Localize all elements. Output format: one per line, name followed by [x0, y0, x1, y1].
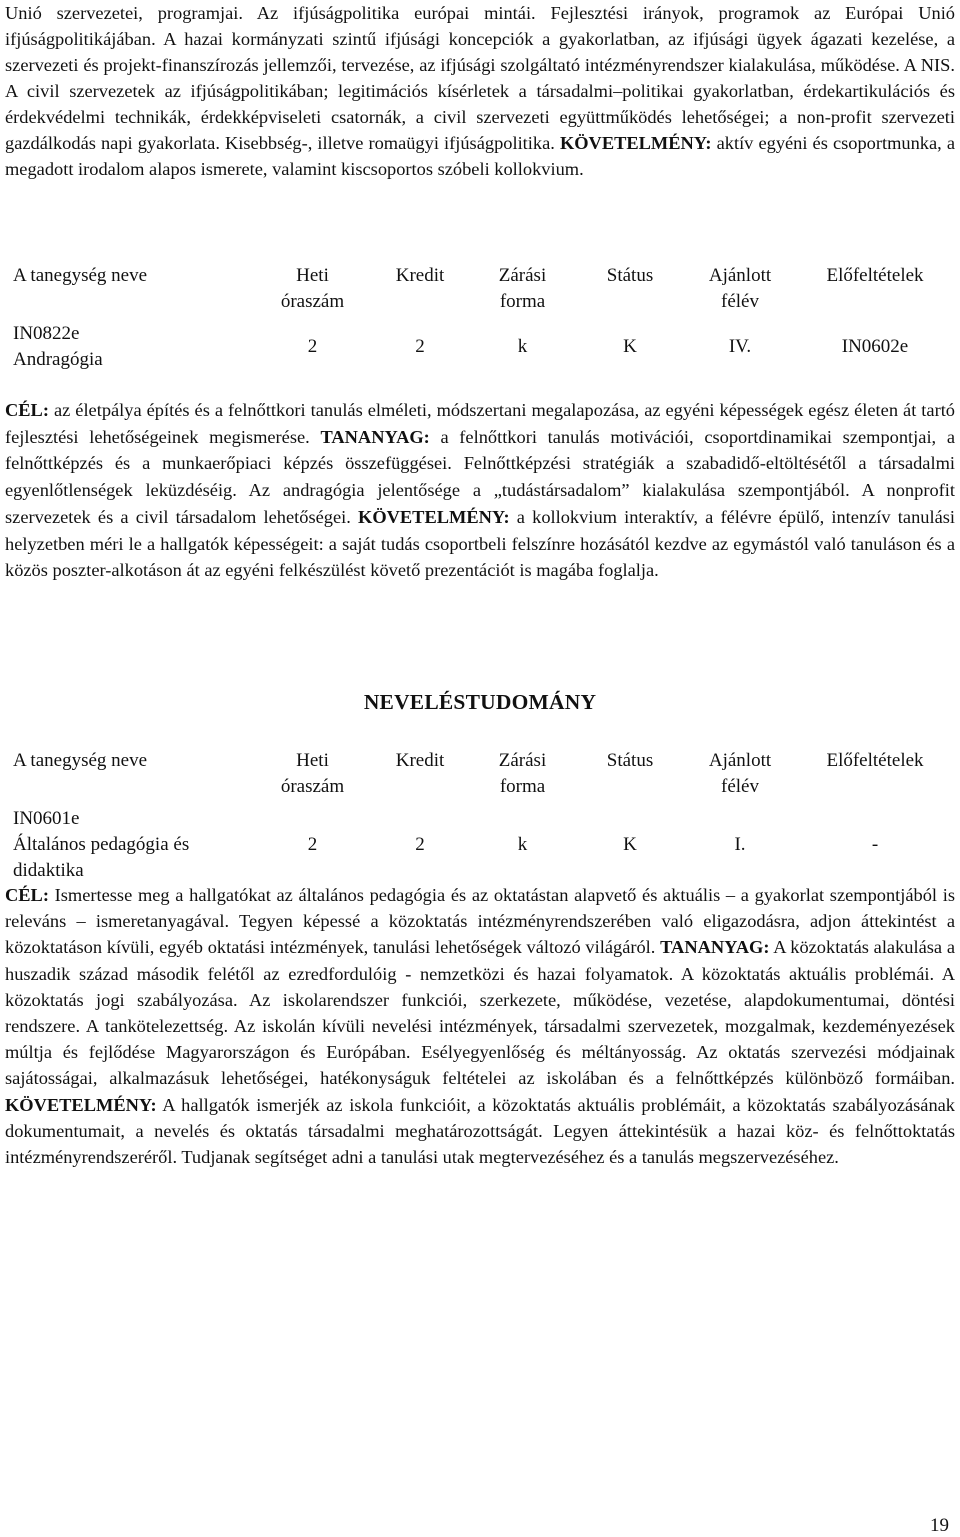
- course-title: Andragógia: [13, 349, 103, 370]
- header-semester: Ajánlott félév: [708, 750, 772, 797]
- goal-label: CÉL:: [5, 885, 49, 905]
- hours-cell: 2: [307, 834, 318, 855]
- pedagogia-description: [5, 882, 955, 1170]
- course-table-andragogia: [5, 263, 955, 373]
- semester-cell: I.: [734, 834, 746, 855]
- course-title: Általános pedagógia és: [13, 834, 190, 855]
- header-status: Státus: [606, 750, 654, 771]
- table-row: [5, 321, 955, 373]
- header-prerequisites: Előfeltételek: [826, 750, 924, 771]
- header-prerequisites: Előfeltételek: [826, 265, 924, 286]
- status-cell: K: [623, 834, 637, 855]
- prerequisite-cell: -: [871, 834, 879, 855]
- requirement-label: KÖVETELMÉNY:: [358, 506, 510, 527]
- requirement-label: KÖVETELMÉNY:: [5, 1094, 157, 1115]
- course-name-cell: [5, 806, 255, 884]
- semester-cell: IV.: [728, 336, 752, 357]
- header-course-name: A tanegység neve: [13, 750, 148, 771]
- requirement-text: a kollokvium interaktív, a félévre épülő, intenzív tanulási helyzetben méri le a hallgatók képességeit: a saját tudás csoportbeli felszínre hozásától kezdve az egymástól való tanuláson és a közös poszter-alkotáson át az egyéni felkészülést követő prezentációt is magába foglalja.: [5, 506, 955, 581]
- course-table-pedagogia: [5, 748, 955, 884]
- intro-paragraph: [5, 0, 955, 182]
- requirement-label: KÖVETELMÉNY:: [559, 133, 712, 153]
- header-hours: Heti óraszám: [280, 265, 345, 312]
- intro-text: Unió szervezetei, programjai. Az ifjúságpolitika európai mintái. Fejlesztési irányok, programok az Európai Unió ifjúságpolitikájában. A hazai kormányzati szintű ifjúsági koncepciók a gyakorlatban, az ifjúsági ügyek ágazati kezelése, a szervezeti és projekt-finanszírozás jellemzői, tervezése, az ifjúsági szolgáltató intézményrendszer kialakulása, működése. A NIS. A civil szervezetek az ifjúságpolitikában; legitimációs kísérletek a társadalmi–politikai gyakorlatban, érdekartikulációs és érdekvédelmi technikák, érdekképviseleti csatornák, a civil szervezeti együttműködés lehetőségei; a non-profit szervezeti gazdálkodás napi gyakorlata. Kisebbség-, illetve romaügyi ifjúságpolitika.: [5, 3, 955, 153]
- requirement-text: A hallgatók ismerjék az iskola funkcióit, a közoktatás aktuális problémáit, a közoktatás szabályozásának dokumentumait, a nevelés és oktatás társadalmi meghatározottságát. Legyen áttekintésük a hazai köz- és felnőttoktatás intézményrendszeréről. Tudjanak segítséget adni a tanulási utak megtervezéséhez és a tanulás megszervezéséhez.: [5, 1094, 955, 1168]
- header-credit: Kredit: [395, 265, 445, 286]
- course-name-cell: [5, 321, 255, 373]
- header-status: Státus: [606, 265, 654, 286]
- section-heading: NEVELÉSTUDOMÁNY: [363, 690, 597, 714]
- header-course-name: A tanegység neve: [13, 265, 148, 286]
- exam-form-cell: k: [517, 834, 528, 855]
- credit-cell: 2: [415, 834, 425, 855]
- content-label: TANANYAG:: [320, 426, 430, 447]
- table-header-row: [5, 263, 955, 315]
- header-hours: Heti óraszám: [280, 750, 345, 797]
- header-credit: Kredit: [395, 750, 445, 771]
- hours-cell: 2: [307, 336, 318, 357]
- course-code: IN0822e: [13, 323, 80, 344]
- requirement-text: aktív egyéni és csoportmunka, a megadott irodalom alapos ismerete, valamint kiscsoportos szóbeli kollokvium.: [5, 133, 955, 179]
- course-title-cont: didaktika: [13, 860, 84, 881]
- goal-text: Ismertesse meg a hallgatókat az általános pedagógia és az oktatástan alapvető és aktuális – a gyakorlat szempontjából is releváns – ismeretanyagával. Tegyen képessé a közoktatás intézményrendszerében való eligazodásra, adjon áttekintést a közoktatáson kívüli, egyéb oktatási intézmények, tanulási lehetőségek változó világáról.: [5, 885, 955, 958]
- credit-cell: 2: [415, 336, 425, 357]
- content-text: A közoktatás alakulása a huszadik század második felétől az ezredfordulóig - nemzetközi és hazai folyamatok. A közoktatás aktuális problémái. A közoktatás jogi szabályozása. Az iskolarendszer funkciói, szerkezete, működése, vezetése, alapdokumentumai, döntési rendszere. A tankötelezettség. Az iskolán kívüli nevelési intézmények, társadalmi szervezetek, mozgalmak, kezdeményezések múltja és fejlődése Magyarországon és Európában. Esélyegyenlőség és méltányosság. Az oktatás szervezési módjainak sajátosságai, alkalmazásuk lehetőségei, hatékonyságuk feltételei az iskolában és a felnőttképzés különböző formáiban.: [5, 937, 955, 1089]
- page-number: 19: [930, 1515, 949, 1536]
- goal-text: az életpálya építés és a felnőttkori tanulás elméleti, módszertani megalapozása, az egyéni képességek egész életen át tartó fejlesztési lehetőségeinek megismerése.: [5, 400, 955, 447]
- header-exam-form: Zárási forma: [498, 265, 547, 312]
- content-label: TANANYAG:: [660, 937, 770, 958]
- table-row: [5, 806, 955, 884]
- andragogia-description: [5, 397, 955, 584]
- header-exam-form: Zárási forma: [498, 750, 547, 797]
- course-code: IN0601e: [13, 808, 80, 829]
- table-header-row: [5, 748, 955, 800]
- goal-label: CÉL:: [5, 400, 49, 420]
- header-semester: Ajánlott félév: [708, 265, 772, 312]
- prerequisite-cell: IN0602e: [841, 336, 909, 357]
- exam-form-cell: k: [517, 336, 528, 357]
- status-cell: K: [623, 336, 637, 357]
- content-text: a felnőttkori tanulás motivációi, csoportdinamikai szempontjai, a felnőttképzés és a munkaerőpiaci képzés összefüggései. Felnőttképzési stratégiák a szabadidő-eltöltésétől a társadalmi egyenlőtlenségek leküzdéséig. Az andragógia jelentősége a „tudástársadalom” kialakulása szempontjából. A nonprofit szervezetek és a civil társadalom lehetőségei.: [5, 426, 955, 527]
